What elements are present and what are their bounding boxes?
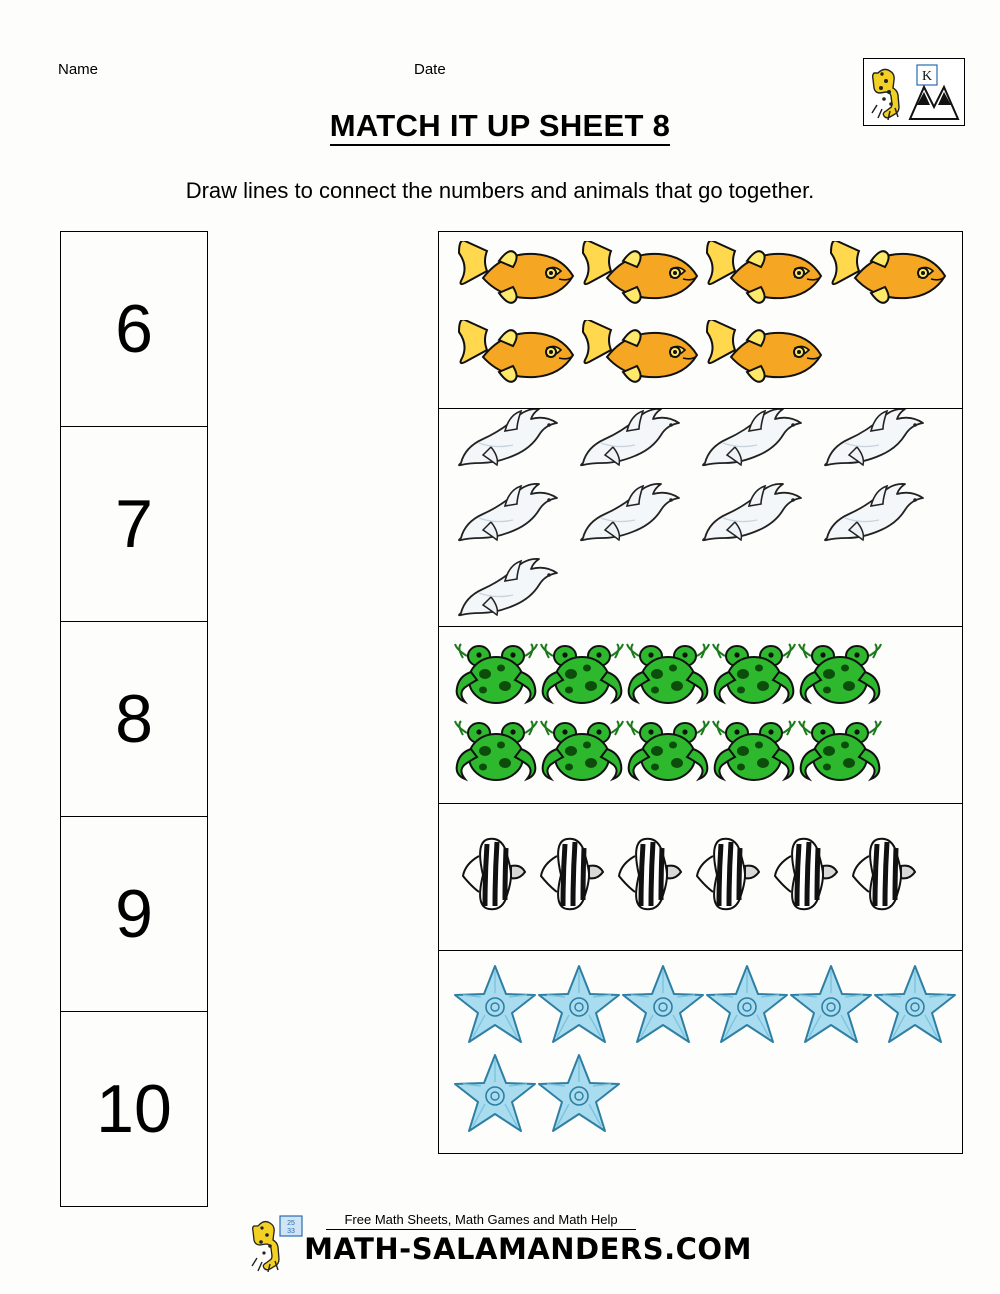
goldfish-item <box>577 320 701 399</box>
page-title-text: MATCH IT UP SHEET 8 <box>330 108 670 146</box>
starfish-icon <box>453 1052 537 1136</box>
goldfish-item <box>453 320 577 399</box>
dolphin-icon <box>697 480 819 550</box>
picture-cell-dolphin[interactable] <box>439 409 962 627</box>
angelfish-icon <box>453 836 531 914</box>
picture-cell-goldfish[interactable] <box>439 232 962 409</box>
dolphin-icon <box>575 480 697 550</box>
starfish-icon <box>537 1052 621 1136</box>
angelfish-item <box>453 836 531 919</box>
number-cell-4[interactable]: 9 <box>61 817 207 1012</box>
svg-text:33: 33 <box>287 1228 295 1235</box>
dolphin-item <box>819 409 941 480</box>
angelfish-item <box>765 836 843 919</box>
goldfish-icon <box>453 320 577 394</box>
starfish-item <box>537 963 621 1052</box>
starfish-item <box>621 963 705 1052</box>
name-label: Name <box>58 61 99 78</box>
frog-icon <box>797 715 883 787</box>
dolphin-item <box>575 409 697 480</box>
dolphin-icon <box>697 409 819 475</box>
goldfish-icon <box>577 320 701 394</box>
footer-url: MATH-SALAMANDERS.COM <box>304 1232 752 1266</box>
starfish-icon <box>537 963 621 1047</box>
frog-item <box>711 638 797 715</box>
dolphin-item <box>575 480 697 555</box>
angelfish-item <box>687 836 765 919</box>
angelfish-icon <box>687 836 765 914</box>
starfish-icon <box>705 963 789 1047</box>
starfish-icon <box>789 963 873 1047</box>
frog-icon <box>711 638 797 710</box>
starfish-item <box>537 1052 621 1141</box>
frog-item <box>625 638 711 715</box>
goldfish-item <box>577 241 701 320</box>
angelfish-icon <box>609 836 687 914</box>
frog-icon <box>453 638 539 710</box>
picture-cell-frog[interactable] <box>439 627 962 804</box>
starfish-icon <box>453 963 537 1047</box>
frog-icon <box>625 638 711 710</box>
number-cell-2[interactable]: 7 <box>61 427 207 622</box>
frog-icon <box>711 715 797 787</box>
instruction-text: Draw lines to connect the numbers and animals that go together. <box>185 178 815 203</box>
starfish-icon <box>621 963 705 1047</box>
frog-item <box>539 638 625 715</box>
picture-cell-angelfish[interactable] <box>439 804 962 951</box>
dolphin-icon <box>575 409 697 475</box>
starfish-item <box>705 963 789 1052</box>
goldfish-icon <box>453 241 577 315</box>
frog-icon <box>539 638 625 710</box>
angelfish-icon <box>843 836 921 914</box>
frog-item <box>711 715 797 792</box>
frog-item <box>539 715 625 792</box>
angelfish-item <box>531 836 609 919</box>
angelfish-item <box>843 836 921 919</box>
dolphin-icon <box>819 409 941 475</box>
footer-tagline: Free Math Sheets, Math Games and Math Help <box>326 1212 636 1230</box>
goldfish-icon <box>701 241 825 315</box>
number-cell-5[interactable]: 10 <box>61 1012 207 1207</box>
dolphin-icon <box>453 409 575 475</box>
dolphin-icon <box>453 480 575 550</box>
footer-salamander-logo <box>248 1212 318 1279</box>
angelfish-icon <box>765 836 843 914</box>
starfish-icon <box>873 963 957 1047</box>
date-label: Date <box>414 61 446 78</box>
svg-text:25: 25 <box>287 1220 295 1227</box>
frog-item <box>453 638 539 715</box>
dolphin-item <box>453 555 575 627</box>
pictures-column <box>438 231 963 1154</box>
frog-item <box>797 638 883 715</box>
frog-item <box>797 715 883 792</box>
goldfish-icon <box>577 241 701 315</box>
logo-letter: K <box>921 69 933 84</box>
footer <box>0 1212 1000 1266</box>
dolphin-item <box>453 409 575 480</box>
starfish-item <box>453 963 537 1052</box>
dolphin-item <box>697 409 819 480</box>
starfish-item <box>789 963 873 1052</box>
frog-icon <box>625 715 711 787</box>
starfish-item <box>453 1052 537 1141</box>
frog-item <box>453 715 539 792</box>
dolphin-item <box>819 480 941 555</box>
dolphin-icon <box>819 480 941 550</box>
frog-item <box>625 715 711 792</box>
angelfish-icon <box>531 836 609 914</box>
goldfish-icon <box>825 241 949 315</box>
goldfish-item <box>825 241 949 320</box>
numbers-column <box>60 231 208 1207</box>
number-cell-1[interactable]: 6 <box>61 232 207 427</box>
number-cell-3[interactable]: 8 <box>61 622 207 817</box>
dolphin-item <box>453 480 575 555</box>
dolphin-item <box>697 480 819 555</box>
goldfish-item <box>701 320 825 399</box>
goldfish-item <box>453 241 577 320</box>
starfish-item <box>873 963 957 1052</box>
frog-icon <box>539 715 625 787</box>
picture-cell-starfish[interactable] <box>439 951 962 1154</box>
frog-icon <box>453 715 539 787</box>
goldfish-item <box>701 241 825 320</box>
dolphin-icon <box>453 555 575 625</box>
frog-icon <box>797 638 883 710</box>
angelfish-item <box>609 836 687 919</box>
page-title <box>0 108 1000 144</box>
goldfish-icon <box>701 320 825 394</box>
